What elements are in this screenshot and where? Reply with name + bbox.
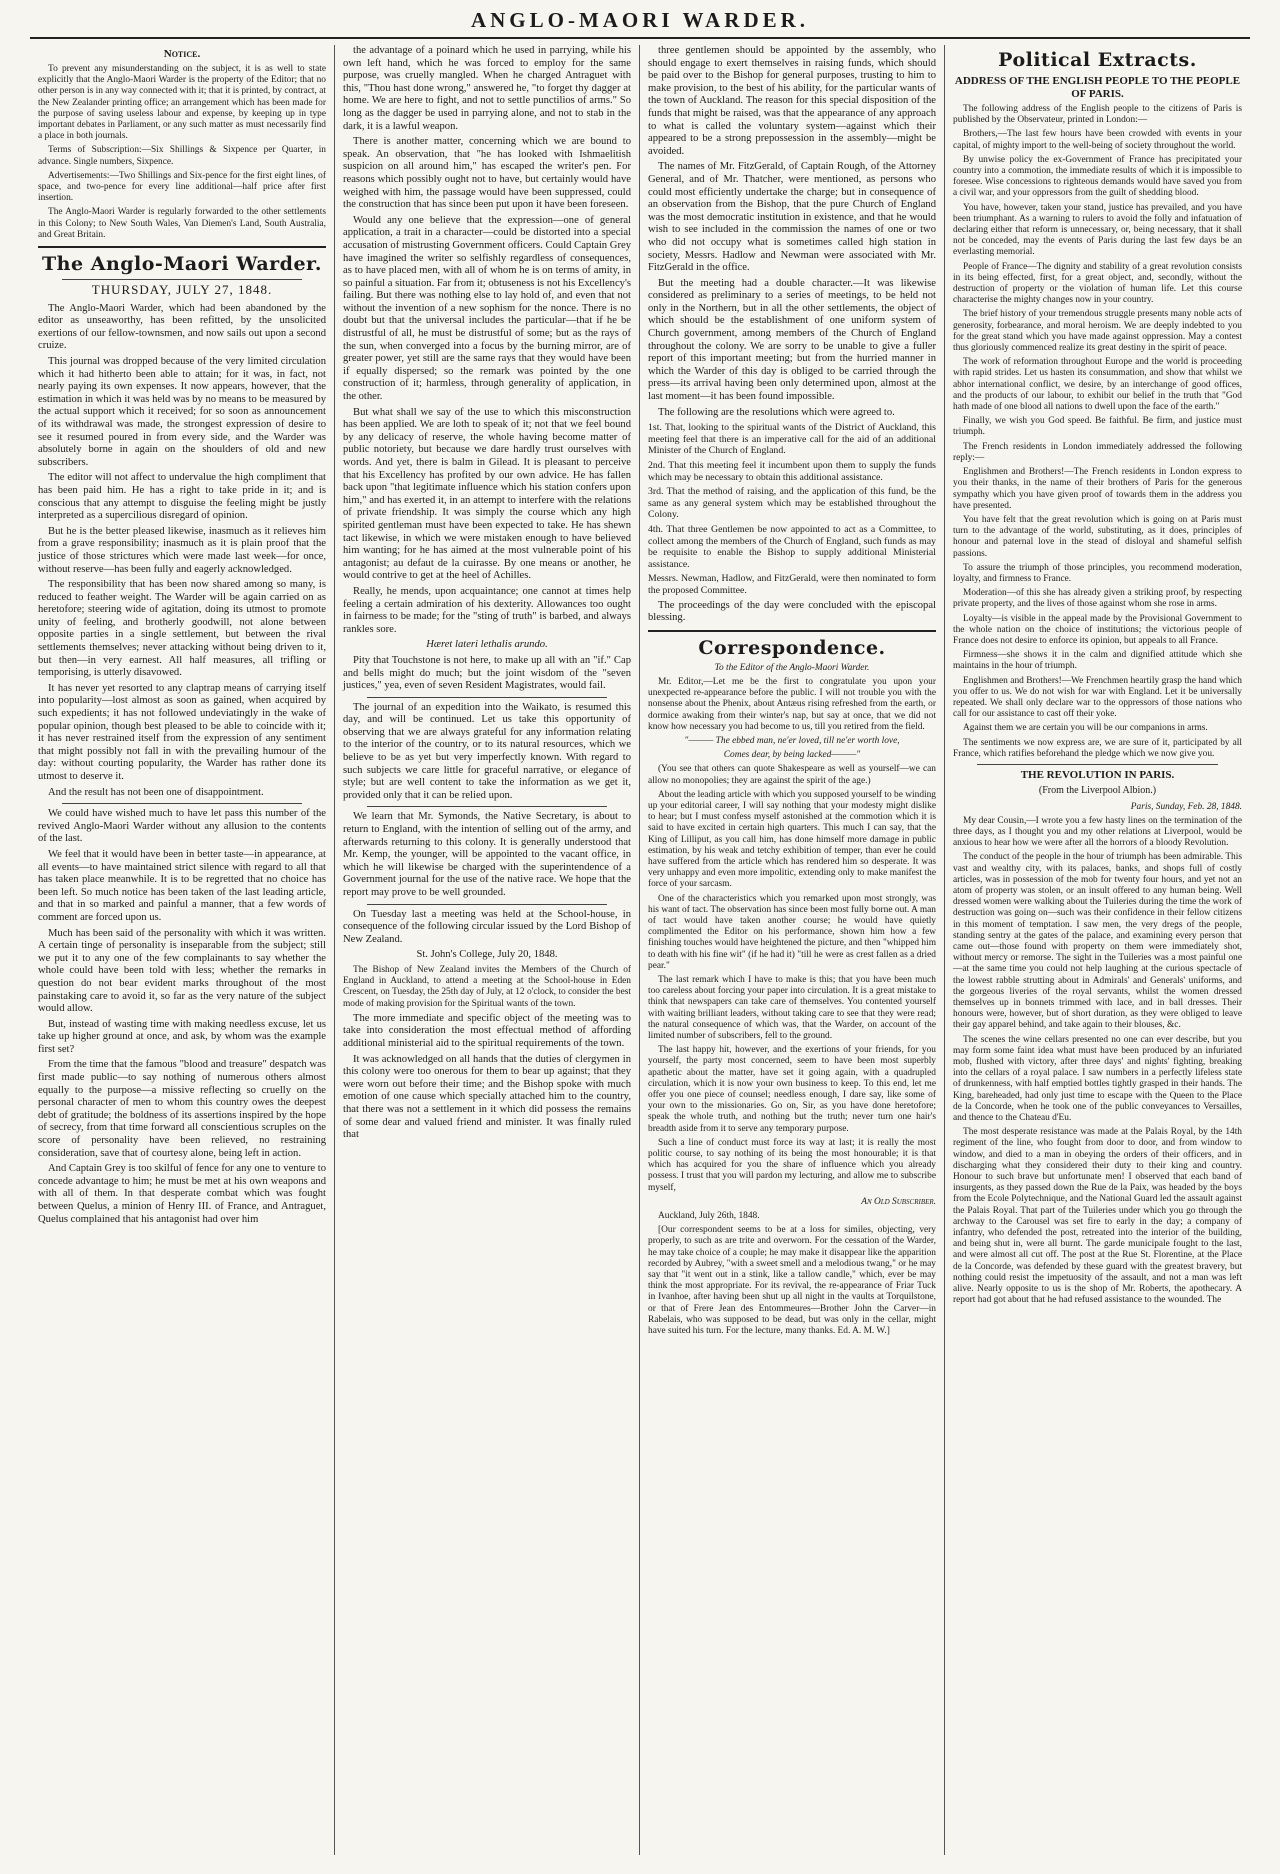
article-paragraph: There is another matter, concerning which we are bound to speak. An observation, that "he has looked with Ishmaelitish suspicion on all around him," has escaped the writer's pen. For reasons which possibly ought not to have, but certainly would have weighed with him, the passage would have been suppressed, could the construction that has since been put upon it have been foreseen. [343,136,631,211]
article-paragraph: You have, however, taken your stand, justice has prevailed, and you have been triumphant. As a warning to rulers to avoid the folly and infatuation of declaring either that reform is unnecessary, or, being necessary, that it shall not be conceded, may the events of Paris during the last few days be an everlasting memorial. [953,202,1242,258]
article-paragraph: Finally, we wish you God speed. Be faithful. Be firm, and justice must triumph. [953,416,1242,438]
letter-paragraph: About the leading article with which you supposed yourself to be winding up your editorial career, I will say nothing that your modesty might dislike to hear; but I must confess myself astonished at the commotion which it is said to have excited in certain high quarters. This much I can say, that the King of Lilliput, as you call him, has done himself more damage in public estimation, by his weak and tetchy exhibition of temper, than ever he could have suffered from the article which has rendered him so desperate. It was very unhappy and even more impolitic, extending only to make manifest the force of your sarcasm. [648,789,936,890]
letter-paragraph: The last happy hit, however, and the exertions of your friends, for you yourself, the party most concerned, seem to have been most superbly apathetic about the matter, have set it going again, with a quadrupled circulation, which it is now your own business to keep. To this end, let me offer you one piece of counsel; needless enough, I dare say, like some of your own to the missionaries. Go on, Sir, as you have done heretofore; speak the whole truth, and nothing but the truth; never turn one hair's breadth aside from it to serve any temporary purpose. [648,1045,936,1134]
dateline: THURSDAY, JULY 27, 1848. [91,282,273,298]
divider [367,904,607,905]
article-paragraph: Brothers,—The last few hours have been crowded with events in your capital, of mighty import to the well-being of society throughout the world. [953,129,1242,151]
resolution-item: Messrs. Newman, Hadlow, and FitzGerald, were then nominated to form the proposed Committee. [648,573,936,596]
article-paragraph: From the time that the famous "blood and treasure" despatch was first made public—to say nothing of numerous others almost equally to the purpose—a missive reflecting so cruelly on the personal character of men to whom this country owes the deepest debt of gratitude; the boldness of its assertions inspired by the hope of secrecy, from that time forward all conscientious scruples on the score of personality have been relieved, no restraining consideration, save that of courtesy alone, being left in action. [38,1059,326,1159]
article-paragraph: It was acknowledged on all hands that the duties of clergymen in this colony were too onerous for them to bear up against; that they were worn out before their time; and the Bishop spoke with much emotion of one cause which specially attached him to the country, that there was not a settlement in it which did possess the remains of some dear and valued friend and minister. It was finally ruled that [343,1053,631,1141]
divider [38,246,326,248]
article-paragraph: Firmness—she shows it in the calm and dignified attitude which she maintains in the hour of triumph. [953,650,1242,672]
resolution-item: 2nd. That this meeting feel it incumbent upon them to supply the funds which may be necessary to obtain this additional assistance. [648,460,936,483]
article-paragraph: The brief history of your tremendous struggle presents many noble acts of generosity, forbearance, and moral heroism. We are deeply indebted to you for the great stand which you have made against oppression. May a contest thus gloriously commenced realize its great destiny in the spirit of peace. [953,309,1242,354]
section-title: Political Extracts. [998,49,1197,71]
resolution-item: 4th. That three Gentlemen be now appointed to act as a Committee, to collect among the members of the Church of England, such funds as may be requisite to enable the Bishop to supply additional Ministerial assistance. [648,523,936,570]
article-paragraph: And the result has not been one of disappointment. [48,786,264,798]
revolution-dateline: Paris, Sunday, Feb. 28, 1848. [1130,801,1242,812]
article-paragraph: People of France—The dignity and stability of a great revolution consists in its being effected, first, for a great object, and, secondly, without the destruction of property or the violation of human life. Let this course characterise the mighty changes now in your country. [953,261,1242,306]
article-paragraph: Pity that Touchstone is not here, to make up all with an "if." Cap and bells might do much; but the joint wisdom of the "seven justices," yea, even of seven Resident Magistrates, would fail. [343,654,631,692]
article-paragraph: My dear Cousin,—I wrote you a few hasty lines on the termination of the three days, as I thought you and my other relations at Liverpool, would be anxious to hear how we were after all the horrors of a bloody Revolution. [953,815,1242,849]
article-paragraph: The following are the resolutions which were agreed to. [658,406,895,418]
article-paragraph: Loyalty—is visible in the appeal made by the Provisional Government to the whole nation on the choice of institutions; the victorious people of France does not desire to enforce its opinion, but appeals to all France. [953,613,1242,646]
article-paragraph: three gentlemen should be appointed by the assembly, who should engage to exert themselves in raising funds, which should be paid over to the Bishop for general purposes, trusting to him to make provision, to the best of his ability, for the particular wants of the town of Auckland. The reason for this special disposition of the funds that might be raised, was that the appearance of any approach to what is called the voluntary system—against which their appeared to be a strong prepossession in the assembly—might be avoided. [648,45,936,157]
letter-paragraph: The last remark which I have to make is this; that you have been much too careless about forcing your paper into circulation. It is a great mistake to think that newspapers can take care of themselves. You contented yourself with waiting brilliant leaders, without taking care to see that they were read; the natural consequence of which was, that the Warder, on account of the limited number of subscribers, fell to the ground. [648,975,936,1042]
letter-paragraph: (You see that others can quote Shakespeare as well as yourself—we can allow no monopolies; they are against the spirit of the age.) [648,764,936,786]
article-paragraph: The proceedings of the day were concluded with the episcopal blessing. [648,599,936,624]
article-paragraph: the advantage of a poinard which he used in parrying, while his own left hand, which he was forced to employ for the same purpose, was cruelly mangled. When he charged Antraguet with this, "Thou hast done wrong," answered he, "to forget thy dagger at home. We are here to fight, and not to settle punctilios of arms." So long as the dagger be used in parrying alone, and not to stab in the dark, it is a lawful weapon. [343,45,631,132]
divider [62,803,302,804]
verse-line: Comes dear, by being lacked———" [723,750,861,761]
article-paragraph: The editor will not affect to undervalue the high compliment that has been paid him. He has a right to take pride in it; and is conscious that any attempt to disguise the feeling might be justly interpreted as a supercilious disregard of opinion. [38,472,326,522]
article-paragraph: Against them we are certain you will be our companions in arms. [963,723,1208,734]
article-paragraph: On Tuesday last a meeting was held at the School-house, in consequence of the following circular issued by the Lord Bishop of New Zealand. [343,908,631,945]
notice-text: To prevent any misunderstanding on the subject, it is as well to state explicitly that the Anglo-Maori Warder is the property of the Editor; that no other person is in any way connected with it; that it is printed, by contract, at the New Zealander printing office; an arrangement which has been made for the purpose of saving useless labour and expense, by keeping up in type important debates in Parliament, or any such matter as must necessarily find a place in both journals. [38,64,326,142]
revolution-title: THE REVOLUTION IN PARIS. [1020,768,1175,781]
article-paragraph: The work of reformation throughout Europe and the world is proceeding with rapid strides. Let us hasten its consummation, and show that whilst we abhor international conflict, we desire, by an interchange of good offices, and the products of our labour, to exhibit our belief in the truth that "God hath made of one blood all nations to dwell upon the face of the earth." [953,357,1242,413]
article-paragraph: The more immediate and specific object of the meeting was to take into consideration the most effectual method of affording additional ministerial aid to the spiritual requirements of the town. [343,1012,631,1049]
article-paragraph: Much has been said of the personality with which it was written. A certain tinge of personality is inseparable from the subject; still we put it to any one of the few complainants to say whether the whole could have been told with less; whether the remarks in question do not bear evident marks throughout of the most painstaking care to avoid it, so far as the very nature of the subject would allow. [38,927,326,1015]
article-paragraph: The sentiments we now express are, we are sure of it, participated by all France, which ratifies beforehand the pledge which we now give you. [953,737,1242,759]
article-paragraph: But, instead of wasting time with making needless excuse, let us take up higher ground at once, and ask, by whom was the example first set? [38,1018,326,1055]
article-paragraph: By unwise policy the ex-Government of France has precipitated your country into a commotion, the immediate results of which it is impossible to foresee. Wise concessions to righteous demands would have saved you from a civil war, and your oppressors from the guilt of shedding blood. [953,154,1242,199]
column-3 [640,45,945,1855]
divider [367,697,607,698]
divider [62,279,302,280]
divider [648,630,936,632]
resolution-item: 1st. That, looking to the spiritual wants of the District of Auckland, this meeting feel that there is an imperative call for the aid of an additional Minister of the Church of England. [648,422,936,457]
divider [367,806,607,807]
article-paragraph: But the meeting had a double character.—It was likewise considered as preliminary to a series of meetings, to be held not only in the Northern, but in all the other settlements, the object of which should be the establishment of one uniform system of Church government, among members of the Church of England throughout the colony. We are sorry to be unable to give a fuller report of this important meeting; but from the hurried manner in which the Warder of this day is obliged to be carried through the press—its arrival having been only determined upon, almost at the last moment—it has been found impossible. [648,277,936,403]
terms-text: Terms of Subscription:—Six Shillings & Sixpence per Quarter, in advance. Single numbers, Sixpence. [38,145,326,167]
latin-quote: Hæret lateri lethalis arundo. [426,639,548,651]
column-2 [335,45,640,1855]
article-paragraph: Englishmen and Brothers!—The French residents in London express to you their thanks, in the name of their brothers of Paris for the generous sympathy which you have given proof of towards them in the address you have presented. [953,467,1242,511]
revolution-source: (From the Liverpool Albion.) [1038,784,1157,796]
article-paragraph: Would any one believe that the expression—one of general application, a trait in a character—could be distorted into a special accusation of mistrusting Government officers. Could Captain Grey have imagined the writer so selfishly regardless of consequences, as to have placed men, with all of whom he is on terms of amity, in so painful a situation. Far from it; obtuseness is not his Excellency's failing. But there was nothing else to lay hold of, and even that not without the invention of a new sophism for the nonce. There is no doubt but that the universal includes the particular—that if he be distrustful of all, he must be distrustful of some; but as the rays of the sun, when converged into a focus by the burning mirror, are of greater power, yet still are the same rays that they would have been if equally dispersed; so the remark was pointed by the one construction of it; harmless, through generality of application, in the other. [343,214,631,403]
article-paragraph: We learn that Mr. Symonds, the Native Secretary, is about to return to England, with the intention of selling out of the army, and afterwards returning to this colony. It is generally understood that Mr. Kemp, the younger, will be appointed to the vacant office, in which he will likewise be charged with the superintendence of a Government journal for the use of the native race. We hope that the report may prove to be well grounded. [343,811,631,898]
article-paragraph: But what shall we say of the use to which this misconstruction has been applied. We are loth to speak of it; not that we feel bound by any delicacy of reserve, the whole having become matter of public notoriety, but because we dare hardly trust ourselves with words. And yet, there is balm in Gilead. It is pleasant to perceive that his Excellency has profited by our own advice. He has fallen back upon "that legitimate influence which his station confers upon him," and has exerted it, in an attempt to interfere with the relations of private friendship. It was simply the course which any high spirited gentleman must have been expected to take. He has shewn tact likewise, in which we were mistaken enough to have believed him wanting; for he has aimed at the most vulnerable point of his antagonist; au defaut de la cuirasse. By one means or another, he would contrive to get at the heel of Achilles. [343,406,631,582]
column-1 [30,45,335,1855]
paper-title: The Anglo-Maori Warder. [42,253,322,276]
address-title: ADDRESS OF THE ENGLISH PEOPLE TO THE PEOPLE OF PARIS. [954,75,1241,100]
columns [30,45,1250,1855]
article-paragraph: You have felt that the great revolution which is going on at Paris must turn to the advantage of the world, substituting, as it does, principles of honour and paternal love in the stead of disloyal and shameful selfish passions. [953,514,1242,559]
article-paragraph: The responsibility that has been now shared among so many, is reduced to feather weight. The Warder will be again carried on as heretofore; steering wide of agitation, doing its utmost to promote unity of feeling, and brotherly goodwill, not alone between opposite parties in a single settlement, but between the rival settlements themselves; never attacking without being driven to it, but then—in very earnest. All half measures, all trifling or temporising, is utterly disavowed. [38,579,326,679]
letter-place-date: Auckland, July 26th, 1848. [658,1211,760,1222]
notice-heading: Notice. [163,48,201,60]
forwarded-text: The Anglo-Maori Warder is regularly forwarded to the other settlements in this Colony; to New South Wales, Van Diemen's Land, South Australia, and Great Britain. [38,207,326,240]
article-paragraph: The Anglo-Maori Warder, which had been abandoned by the editor as unseaworthy, has been refitted, by the unsolicited exertions of our fellow-townsmen, and now sails out upon a second cruize. [38,302,326,352]
article-paragraph: Moderation—of this she has already given a striking proof, by respecting private property, and the lives of those against whom she rose in arms. [953,588,1242,610]
article-paragraph: It has never yet resorted to any claptrap means of carrying itself into popularity—lost almost as soon as gained, when acquired by such expedients; it has not followed undeviatingly in the wake of popular opinion, though best pleased to be able to coincide with it; it has never restrained itself from the expression of any sentiment that might possibly not fall in with the prevailing humour of the day: without courting popularity, the Warder has rather done its utmost to deserve it. [38,682,326,783]
resolution-item: 3rd. That the method of raising, and the application of this fund, be the same as any general system which may be established throughout the Colony. [648,486,936,521]
article-paragraph: And Captain Grey is too skilful of fence for any one to venture to concede advantage to him; he must be met at his own weapons and with all of them. In that desperate combat which was fought between Quelus, a minion of Henry III. of France, and Antraguet, Quelus complained that his antagonist had over him [38,1163,326,1225]
bishop-circular: The Bishop of New Zealand invites the Members of the Church of England in Auckland, to attend a meeting at the School-house in Eden Crescent, on Tuesday, the 25th day of July, at 12 o'clock, to consider the best mode of making provision for the Spiritual wants of the town. [343,964,631,1009]
divider [977,764,1218,765]
article-paragraph: The scenes the wine cellars presented no one can ever describe, but you may form some faint idea what must have been produced by an infuriated mob, flushed with victory, after three days' and nights' fighting, breaking into the cellars of a royal palace. I saw numbers in a perfectly lifeless state of drunkenness, with half emptied bottles tightly grasped in their hands. The King, bareheaded, had only just time to escape with the Queen to the Place de la Concorde, when he took one of the public conveyances to Versailles, and thence to the Chateau d'Eu. [953,1034,1242,1124]
article-paragraph: The conduct of the people in the hour of triumph has been admirable. This vast and wealthy city, with its palaces, banks, and shops full of costly articles, was in possession of the mob for twenty four hours, and yet not an atom of property was stolen, or an insult offered to any human being. Well dressed women were walking about the Tuileries during the time the work of destruction was going on—such was their confidence in their fellow citizens in this moment of temptation. I saw men, the very dregs of the people, standing sentry at the gates of the palace, and examining every person that came out—those found with property on them were immediately shot, without mercy or remorse. The sight in the Tuileries was a most painful one—at the same time you could not help laughing at the curious spectacle of the lowest rabble strutting about in Admirals' and Generals' uniforms, and the gorgeous liveries of the royal servants, whilst the women dressed themselves up in bonnets trimmed with lace, and in ball dresses. Their honours were, however, but of short duration, as they were obliged to leave their gay apparel behind, and take again to their blouses, &c. [953,852,1242,1031]
article-paragraph: We feel that it would have been in better taste—in appearance, at all events—to have maintained strict silence with regard to all that has taken place meanwhile. It is to be regretted that no choice has been left. So much notice has been taken of the last leading article, and that in so marked and painful a manner, that a few words of comment are forced upon us. [38,848,326,923]
masthead: ANGLO-MAORI WARDER. [30,8,1250,39]
college-dateline: St. John's College, July 20, 1848. [416,949,558,961]
article-paragraph: To assure the triumph of those principles, you recommend moderation, loyalty, and firmness to France. [953,562,1242,584]
editor-note: [Our correspondent seems to be at a loss for similes, objecting, very properly, to such as are trite and overworn. For the cessation of the Warder, he may take choice of a couple; he may make it disappear like the apparition recorded by Aubrey, "with a sweet smell and a melodious twang," or he may say that "it went out in a stink, like a tallow candle," which, ever be may think the most appropriate. For its revival, the re-appearance of Friar Tuck in Ivanhoe, after having been shut up all night in the vaults at Torquilstone, or that of Frere Jean des Entommeures—Brother John the Carver—in Rabelais, who was supposed to be dead, but was only in the cellar, might have suited his turn. For the lecture, many thanks. Ed. A. M. W.] [648,1225,936,1337]
article-paragraph: This journal was dropped because of the very limited circulation which it had hitherto been able to attain; for it was, in fact, not nearly paying its own expenses. It now appears, however, that the estimation in which it was held was by no means to be measured by the actual support which it received; for so soon as announcement of its withdrawal was made, the strongest expression of desire to see it resumed poured in from every side, and the Warder was absolutely borne in again on the shoulders of old and new subscribers. [38,356,326,468]
article-paragraph: Englishmen and Brothers!—We Frenchmen heartily grasp the hand which you offer to us. We do not wish for war with England. Let it be universally repeated. We shall only declare war to the oppressors of those nations who call for our assistance to cast off their yoke. [953,675,1242,720]
article-paragraph: The following address of the English people to the citizens of Paris is published by the Observateur, printed in London:— [953,104,1242,126]
verse-line: "——— The ebbed man, ne'er loved, till ne'er worth love, [684,735,900,746]
article-paragraph: Really, he mends, upon acquaintance; one cannot at times help feeling a certain admiration of his dexterity. Allowances too ought in fairness to be made; for the "sting of truth" is barbed, and always rankles sore. [343,585,631,635]
article-paragraph: The French residents in London immediately addressed the following reply:— [953,441,1242,463]
letter-paragraph: Such a line of conduct must force its way at last; it is really the most politic course, to say nothing of its being the most honourable; it is that which has acquired for you the share of influence which you already possess. I trust that you will pardon my lecturing, and allow me to subscribe myself, [648,1137,936,1193]
letter-signature: An Old Subscriber. [861,1196,936,1207]
letter-paragraph: Mr. Editor,—Let me be the first to congratulate you upon your unexpected re-appearance before the public. I will not trouble you with the nonsense about the Phenix, about Antæus rising refreshed from the earth, or dormice awaking from their winter's nap, but say at once, that we did not know how necessary you had become to us, till you retired from the field. [648,676,936,732]
article-paragraph: The names of Mr. FitzGerald, of Captain Rough, of the Attorney General, and of Mr. Thatcher, were mentioned, as persons who could most efficiently undertake the charge; but in consequence of an observation from the Bishop, that the pure Church of England was the most democratic institution in existence, and that he would wish to see included in the commission the names of one or two who did not occupy what is sometimes called high station in society, Messrs. Hadlow and Newman were associated with Mr. FitzGerald in the office. [648,161,936,274]
letter-paragraph: One of the characteristics which you remarked upon most strongly, was his want of tact. The observation has since been most fully borne out. A man of tact would have taken another course; he would have quietly complimented the Editor on his performance, shown him how a few finishing touches would have heightened the picture, and then "whipped him to death with his fine wit" (if he had it) "till he were as crest fallen as a dried pear." [648,893,936,971]
article-paragraph: The journal of an expedition into the Waikato, is resumed this day, and will be continued. Let us take this opportunity of observing that we are always grateful for any information relating to the interior of the country, or to its natural resources, which we believe to be as yet but very imperfectly known. With regard to such subjects we care little for graceful narrative, or elegance of style; but are well content to take the information as we get it, provided only that it can be relied upon. [343,701,631,801]
letter-salutation: To the Editor of the Anglo-Maori Warder. [714,662,870,673]
article-paragraph: We could have wished much to have let pass this number of the revived Anglo-Maori Warder without any allusion to the contents of the last. [38,808,326,845]
column-4 [945,45,1250,1855]
article-paragraph: But he is the better pleased likewise, inasmuch as it relieves him from a grave responsibility; inasmuch as it is plain proof that the justice of those strictures which were made last week—for once, without reserve—has been fully and eagerly acknowledged. [38,525,326,575]
ads-text: Advertisements:—Two Shillings and Six-pence for the first eight lines, of space, and two-pence for every line additional—half price after first insertion. [38,170,326,204]
article-paragraph: The most desperate resistance was made at the Palais Royal, by the 14th regiment of the line, who fought from door to door, and from window to window, and died to a man in obeying the orders of their officers, and in discharging what they considered their duty to their king and country. Honour to such brave but unfortunate men! I observed that each band of insurgents, as they passed down the Rue de la Paix, was headed by the boys from the Ecole Polytechnique, and the National Guard led the assault against the Palais Royal. That part of the Tuileries under which you go through the archway to the Carousel was set fire to early in the day; a company of infantry, who defended the post, retreated into the interior of the building, and being shut in, were all burnt. The garde municipale fought to the last, and were almost all cut off. The post at the Rue St. Florentine, at the Place de la Concorde, was defended by these guard with the greatest bravery, but nothing could resist the impetuosity of the assault, and not a man was left alive. Nearly opposite to us is the shop of Mr. Roberts, the apothecary. A report had got about that he had refused assistance to the wounded. The [953,1127,1242,1306]
correspondence-title: Correspondence. [698,636,886,659]
